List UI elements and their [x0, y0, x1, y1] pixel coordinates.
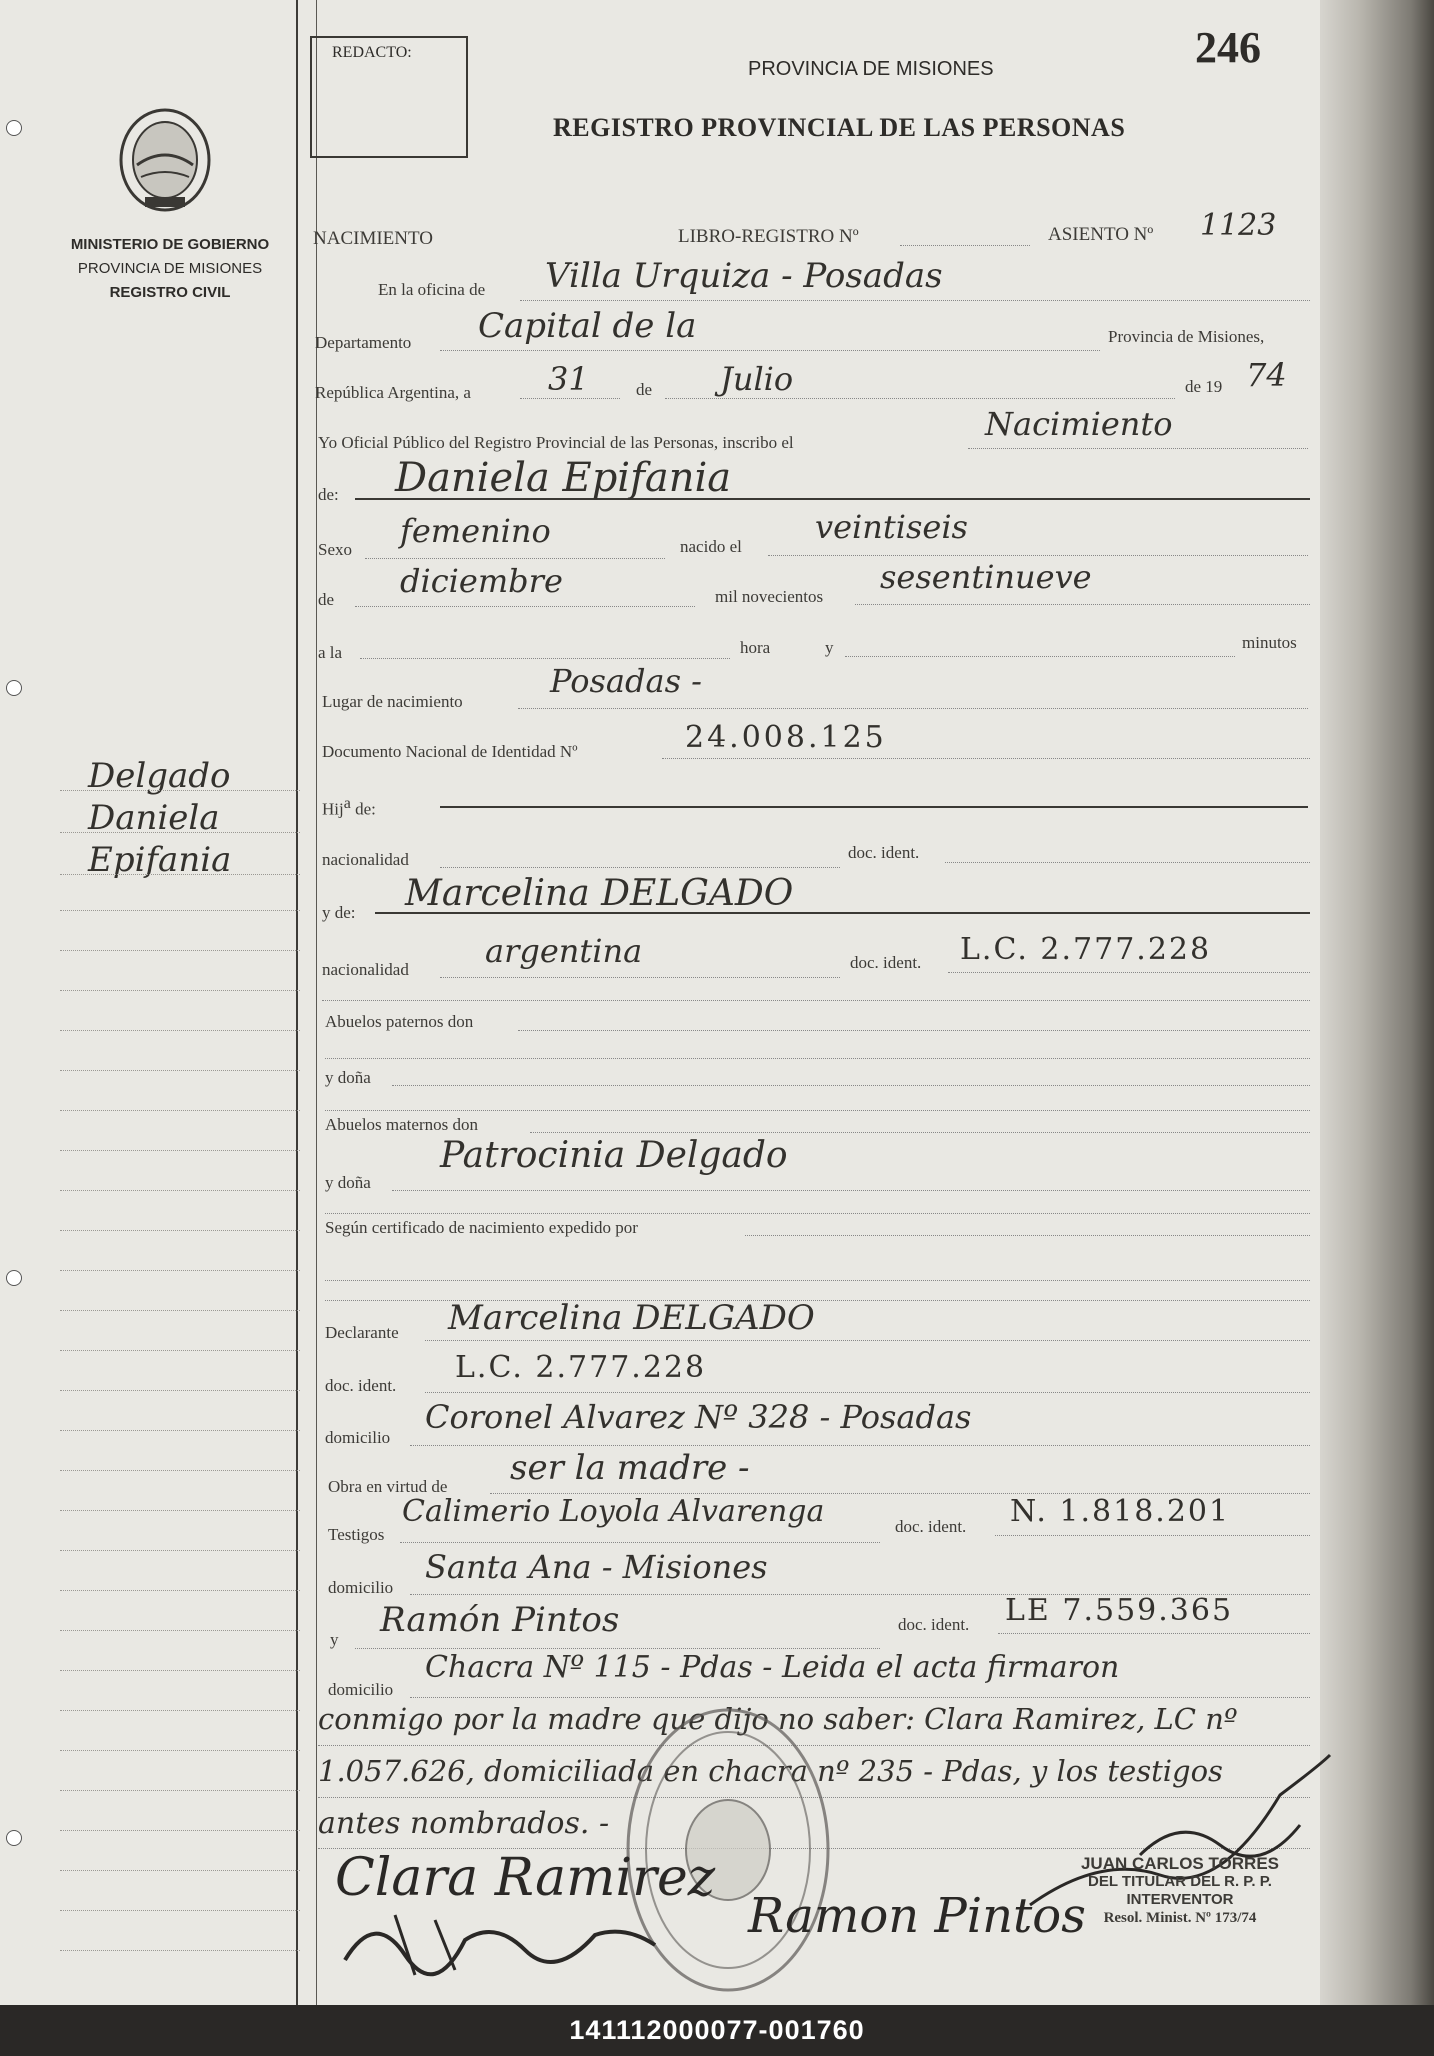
label-hij-suffix: a	[343, 795, 351, 812]
label-y-dona-2: y doña	[325, 1173, 371, 1192]
signature-testigo-icon	[335, 1900, 675, 1980]
label-libro: LIBRO-REGISTRO Nº	[678, 226, 859, 247]
label-de-nac: de	[318, 590, 335, 609]
label-doc-ident-testigo2: doc. ident.	[898, 1615, 970, 1634]
binding-hole	[6, 1830, 22, 1846]
signature-ramon: Ramon Pintos	[748, 1888, 1086, 1944]
value-departamento: Capital de la	[478, 306, 697, 346]
label-testigos: Testigos	[328, 1525, 385, 1544]
margin-line-inner	[316, 0, 317, 2005]
label-nacido: nacido el	[680, 537, 742, 556]
label-y-minutos: y	[825, 638, 834, 657]
value-abuela-materna: Patrocinia Delgado	[440, 1135, 788, 1176]
value-nota3: antes nombrados. -	[318, 1806, 610, 1841]
label-declarante: Declarante	[325, 1323, 399, 1342]
header-registry: REGISTRO PROVINCIAL DE LAS PERSONAS	[553, 113, 1126, 142]
value-testigo1: Calimerio Loyola Alvarenga	[402, 1494, 825, 1529]
value-dni: 24.008.125	[685, 720, 887, 755]
label-de-mes: de	[636, 380, 653, 399]
ministry-line3: REGISTRO CIVIL	[109, 284, 231, 301]
header-province: PROVINCIA DE MISIONES	[748, 58, 994, 80]
label-y-testigo2: y	[330, 1630, 339, 1649]
label-nacionalidad-1: nacionalidad	[322, 850, 409, 869]
image-footer: 141112000077-001760	[0, 2005, 1434, 2056]
ministry-line2: PROVINCIA DE MISIONES	[77, 260, 263, 277]
value-doc-madre: L.C. 2.777.228	[960, 932, 1212, 967]
value-sexo: femenino	[400, 512, 551, 550]
label-mil: mil novecientos	[715, 587, 824, 606]
value-mes-nac: diciembre	[400, 562, 563, 600]
value-nacido: veintiseis	[815, 508, 968, 546]
label-doc-ident-declarante: doc. ident.	[325, 1376, 397, 1395]
label-doc-ident-1: doc. ident.	[848, 843, 920, 862]
value-acto: Nacimiento	[985, 405, 1173, 443]
label-domicilio-testigo2: domicilio	[328, 1680, 394, 1699]
label-abuelos-maternos: Abuelos maternos don	[325, 1115, 478, 1134]
value-mes: Julio	[720, 360, 794, 398]
label-abuelos-paternos: Abuelos paternos don	[325, 1012, 474, 1031]
label-doc-ident-2: doc. ident.	[850, 953, 922, 972]
value-declarante: Marcelina DELGADO	[448, 1298, 815, 1338]
margin-name	[88, 755, 231, 881]
officer-name: JUAN CARLOS TORRES	[1080, 1854, 1280, 1873]
label-minutos: minutos	[1242, 633, 1297, 652]
value-obra: ser la madre -	[510, 1448, 750, 1488]
value-nota2: 1.057.626, domiciliada en chacra nº 235 - Pdas, y los testigos	[318, 1754, 1223, 1788]
label-domicilio-declarante: domicilio	[325, 1428, 391, 1447]
page-number: 246	[1195, 23, 1261, 72]
label-asiento: ASIENTO Nº	[1048, 224, 1154, 245]
redacto-label: REDACTO:	[332, 44, 412, 61]
value-nombre: Daniela Epifania	[395, 455, 732, 501]
officer-block	[1040, 1855, 1320, 1927]
officer-resol: Resol. Minist. Nº 173/74	[1103, 1910, 1257, 1926]
value-dia: 31	[548, 360, 589, 398]
label-hora: hora	[740, 638, 771, 657]
signature-clara: Clara Ramirez	[335, 1848, 716, 1908]
label-sexo: Sexo	[318, 540, 352, 559]
redacto-box	[310, 36, 468, 158]
value-nota1: conmigo por la madre que dijo no saber: Clara Ramirez, LC nº	[318, 1702, 1238, 1736]
value-oficina: Villa Urquiza - Posadas	[545, 256, 943, 296]
label-provincia: Provincia de Misiones,	[1108, 327, 1265, 346]
label-republica: República Argentina, a	[315, 383, 471, 402]
label-y-de: y de:	[322, 903, 356, 922]
label-doc-ident-testigo1: doc. ident.	[895, 1517, 967, 1536]
margin-firstname: Daniela	[88, 798, 220, 838]
label-oficina: En la oficina de	[378, 280, 486, 299]
label-domicilio-testigo1: domicilio	[328, 1578, 394, 1597]
value-domicilio-testigo2: Chacra Nº 115 - Pdas - Leida el acta firmaron	[425, 1650, 1120, 1685]
binding-hole	[6, 1270, 22, 1286]
value-domicilio-testigo1: Santa Ana - Misiones	[425, 1548, 768, 1586]
ministry-line1: MINISTERIO DE GOBIERNO	[70, 236, 270, 253]
label-lugar: Lugar de nacimiento	[322, 692, 463, 711]
page-edge	[1320, 0, 1434, 2005]
label-de-year: de 19	[1185, 377, 1223, 396]
binding-hole	[6, 120, 22, 136]
label-oficial: Yo Oficial Público del Registro Provincial de las Personas, inscribo el	[318, 433, 794, 452]
officer-role: INTERVENTOR	[1126, 1891, 1234, 1908]
label-hij-de: de:	[355, 799, 376, 819]
value-anio-nac: sesentinueve	[880, 558, 1092, 596]
value-madre: Marcelina DELGADO	[405, 873, 794, 914]
label-de-nombre: de:	[318, 485, 339, 504]
label-y-dona-1: y doña	[325, 1068, 371, 1087]
label-nacionalidad-2: nacionalidad	[322, 960, 409, 979]
value-doc-testigo2: LE 7.559.365	[1005, 1593, 1234, 1628]
value-testigo2: Ramón Pintos	[380, 1600, 620, 1640]
officer-title: DEL TITULAR DEL R. P. P.	[1088, 1873, 1272, 1890]
value-doc-declarante: L.C. 2.777.228	[455, 1350, 707, 1385]
margin-surname: Delgado	[88, 756, 231, 796]
label-departamento: Departamento	[315, 333, 412, 352]
value-doc-testigo1: N. 1.818.201	[1010, 1494, 1231, 1529]
label-dni: Documento Nacional de Identidad Nº	[322, 742, 578, 761]
binding-hole	[6, 680, 22, 696]
label-segun: Según certificado de nacimiento expedido por	[325, 1218, 638, 1237]
label-a-la: a la	[318, 643, 343, 662]
value-nacionalidad-madre: argentina	[485, 932, 643, 970]
value-lugar: Posadas -	[550, 662, 702, 700]
value-anio: 74	[1246, 356, 1287, 394]
value-domicilio-declarante: Coronel Alvarez Nº 328 - Posadas	[425, 1398, 972, 1436]
label-nacimiento: NACIMIENTO	[313, 228, 433, 249]
province-seal-icon	[115, 105, 215, 215]
label-hij-text: Hij	[322, 799, 344, 819]
margin-middlename: Epifania	[88, 840, 232, 880]
label-obra: Obra en virtud de	[328, 1477, 448, 1496]
value-asiento: 1123	[1200, 208, 1277, 243]
label-hij	[322, 795, 376, 820]
